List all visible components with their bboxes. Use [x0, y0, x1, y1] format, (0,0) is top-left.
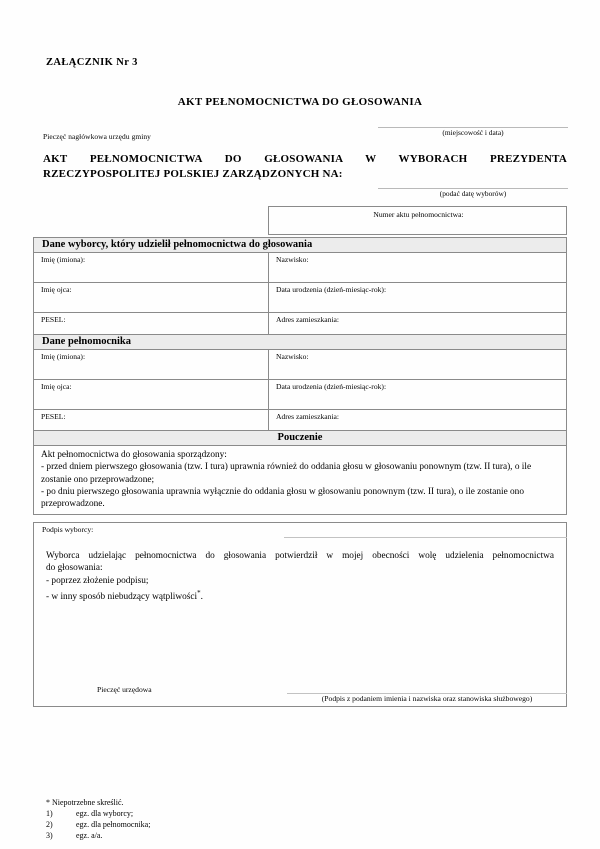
confirmation-option-2-suffix: .	[200, 591, 203, 602]
election-date-caption: (podać datę wyborów)	[439, 189, 507, 198]
confirmation-option-1: - poprzez złożenie podpisu;	[46, 575, 149, 586]
proxy-birthdate-cell[interactable]	[269, 380, 566, 409]
voter-fathername-cell[interactable]	[34, 283, 269, 312]
main-heading	[43, 152, 567, 182]
voter-signature-rule[interactable]	[284, 537, 567, 538]
voter-birthdate-label: Data urodzenia (dzień-miesiąc-rok):	[276, 285, 387, 294]
confirmation-statement	[46, 550, 554, 603]
proxy-lastname-label: Nazwisko:	[276, 352, 309, 361]
voter-birthdate-cell[interactable]	[269, 283, 566, 312]
official-stamp-label: Pieczęć urzędowa	[97, 685, 152, 694]
voter-data-table	[33, 237, 567, 344]
voter-pesel-label: PESEL:	[41, 315, 66, 324]
confirmation-option-2	[46, 587, 554, 603]
list-item	[62, 830, 150, 841]
proxy-data-table	[33, 334, 567, 441]
instruction-bullet-1: - przed dniem pierwszego głosowania (tzw. I tura) uprawnia również do oddania głosu w głosowaniu ponownym (tzw. II tura), o ile zostanie ono przeprowadzone;	[41, 462, 532, 485]
official-signature-caption: (Podpis z podaniem imienia i nazwiska oraz stanowiska służbowego)	[321, 694, 533, 703]
voter-lastname-label: Nazwisko:	[276, 255, 309, 264]
proxy-section-title: Dane pełnomocnika	[42, 336, 131, 347]
proxy-firstname-label: Imię (imiona):	[41, 352, 86, 361]
proxy-section-band	[34, 335, 566, 350]
footnote-asterisk: * Niepotrzebne skreślić.	[46, 798, 124, 807]
instruction-title: Pouczenie	[277, 432, 323, 443]
footnote-list	[46, 808, 150, 841]
signature-block	[33, 522, 567, 707]
instruction-intro: Akt pełnomocnictwa do głosowania sporządzony:	[41, 450, 227, 460]
place-date-caption: (miejscowość i data)	[442, 128, 504, 137]
annex-label: ZAŁĄCZNIK Nr 3	[46, 57, 138, 68]
instruction-band	[34, 431, 566, 446]
table-row	[34, 350, 566, 380]
proxy-pesel-label: PESEL:	[41, 412, 66, 421]
voter-section-title: Dane wyborcy, który udzielił pełnomocnictwa do głosowania	[42, 239, 313, 250]
table-row	[34, 283, 566, 313]
proxy-address-label: Adres zamieszkania:	[276, 412, 340, 421]
act-number-label: Numer aktu pełnomocnictwa:	[373, 210, 464, 219]
proxy-birthdate-label: Data urodzenia (dzień-miesiąc-rok):	[276, 382, 387, 391]
office-stamp-note: Pieczęć nagłówkowa urzędu gminy	[43, 132, 151, 141]
list-item	[62, 808, 150, 819]
voter-firstname-label: Imię (imiona):	[41, 255, 86, 264]
voter-fathername-label: Imię ojca:	[41, 285, 72, 294]
instruction-body	[34, 446, 566, 514]
proxy-fathername-label: Imię ojca:	[41, 382, 72, 391]
instruction-bullet-2: - po dniu pierwszego głosowania uprawnia wyłącznie do oddania głosu w głosowaniu ponownym (tzw. II tura), o ile zostanie ono przeprowadzone.	[41, 486, 524, 510]
page-title: AKT PEŁNOMOCNICTWA DO GŁOSOWANIA	[177, 96, 423, 108]
proxy-fathername-cell[interactable]	[34, 380, 269, 409]
instruction-table	[33, 430, 567, 515]
confirmation-statement-line-1: Wyborca udzielając pełnomocnictwa do głosowania potwierdził w mojej obecności wolę udzielenia pełnomocnictwa	[46, 551, 554, 561]
table-row	[34, 380, 566, 410]
footnote-item-2: egz. dla pełnomocnika;	[76, 820, 151, 829]
voter-signature-label: Podpis wyborcy:	[42, 525, 94, 534]
table-row	[34, 253, 566, 283]
proxy-firstname-cell[interactable]	[34, 350, 269, 379]
main-heading-line-2: RZECZYPOSPOLITEJ POLSKIEJ ZARZĄDZONYCH NA:	[43, 168, 343, 180]
confirmation-statement-line-2: do głosowania:	[46, 563, 103, 574]
footnote-item-1: egz. dla wyborcy;	[76, 809, 134, 818]
voter-firstname-cell[interactable]	[34, 253, 269, 282]
list-item	[62, 819, 150, 830]
voter-section-band	[34, 238, 566, 253]
act-number-box[interactable]	[268, 206, 567, 235]
footnotes	[46, 797, 150, 841]
proxy-lastname-cell[interactable]	[269, 350, 566, 379]
main-heading-line-1: AKT PEŁNOMOCNICTWA DO GŁOSOWANIA W WYBORACH PREZYDENTA	[43, 153, 567, 165]
asterisk-marker: *	[197, 588, 201, 597]
voter-address-label: Adres zamieszkania:	[276, 315, 340, 324]
footnote-item-3: egz. a/a.	[76, 831, 103, 840]
confirmation-option-2-text: - w inny sposób niebudzący wątpliwości	[46, 591, 198, 602]
voter-lastname-cell[interactable]	[269, 253, 566, 282]
